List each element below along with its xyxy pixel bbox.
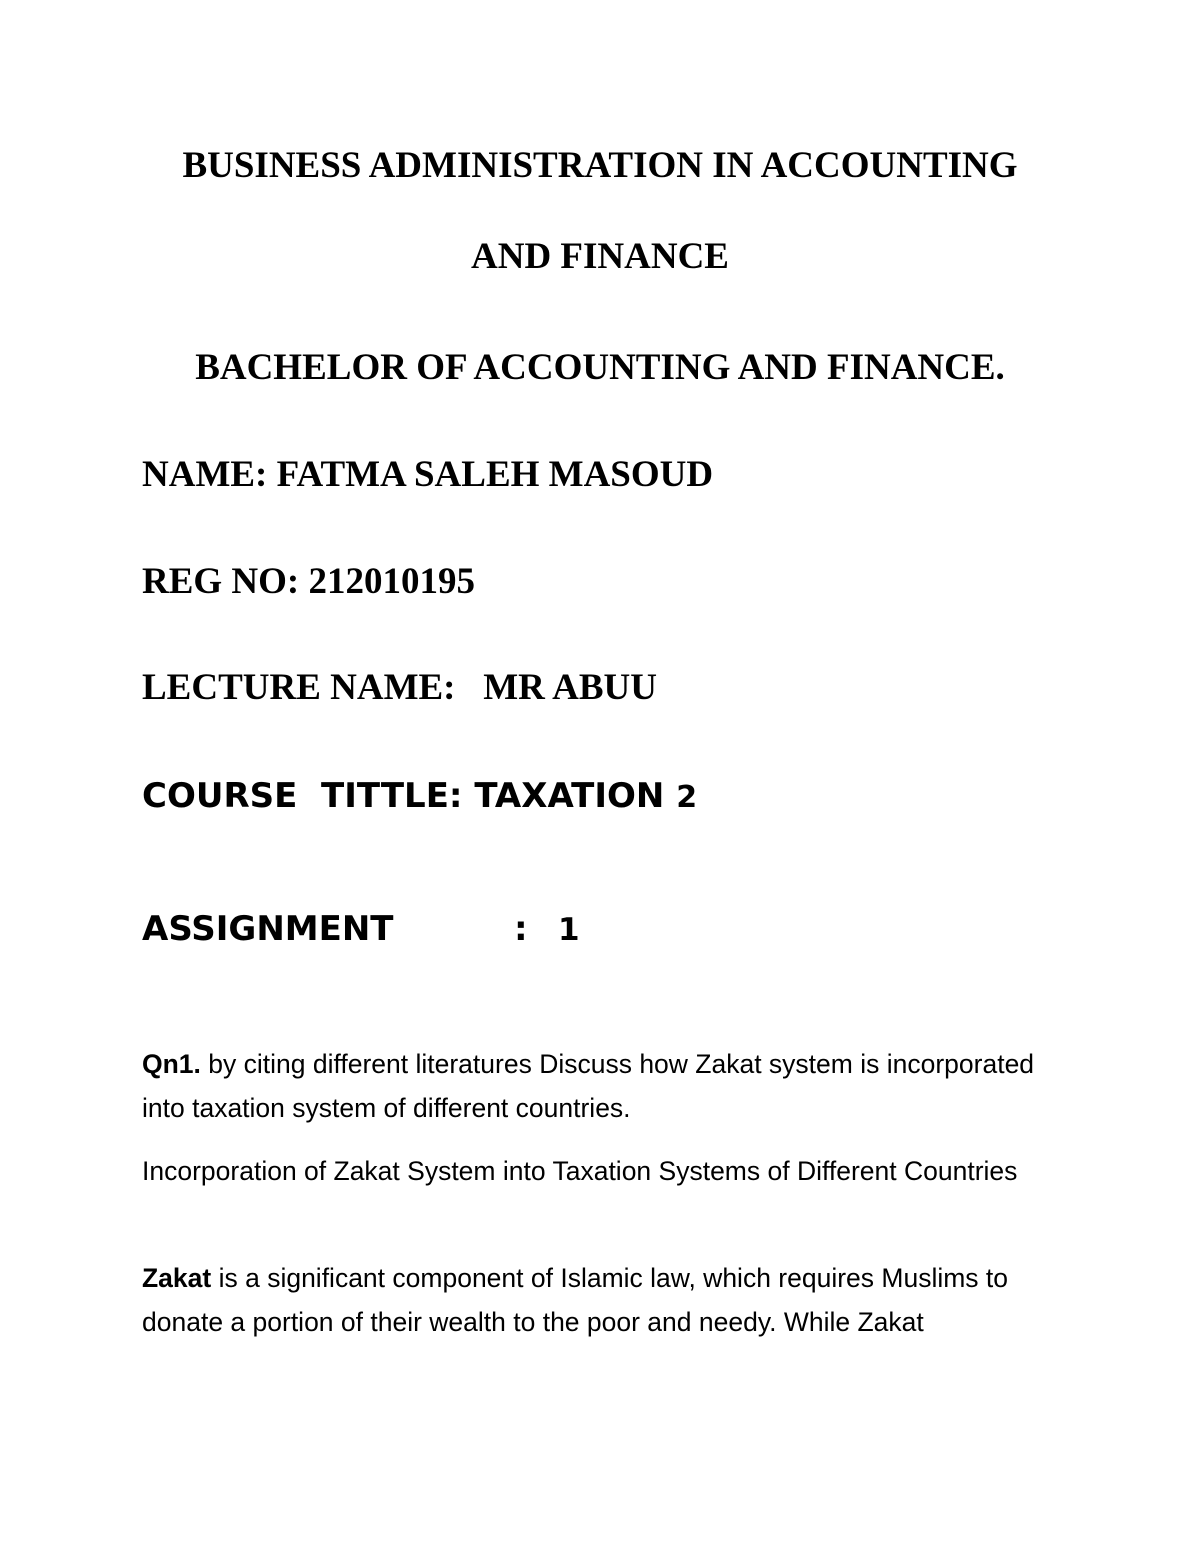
assignment-line — [142, 909, 580, 949]
program-title-line-1: BUSINESS ADMINISTRATION IN ACCOUNTING — [182, 145, 1018, 186]
assignment-colon: : — [514, 909, 528, 949]
intro-term: Zakat — [142, 1263, 212, 1293]
course-value: TAXATION — [474, 776, 665, 816]
student-name-line — [142, 456, 713, 493]
section-title: Incorporation of Zakat System into Taxation Systems of Different Countries — [142, 1156, 1018, 1186]
assignment-number: 1 — [558, 912, 580, 948]
course-label: COURSE TITTLE: — [142, 776, 463, 816]
reg-label: REG NO: — [142, 561, 300, 602]
intro-paragraph — [142, 1256, 1062, 1344]
question-paragraph — [142, 1042, 1062, 1130]
reg-number-line — [142, 563, 475, 600]
degree-title: BACHELOR OF ACCOUNTING AND FINANCE. — [195, 347, 1005, 388]
lecturer-line — [142, 669, 657, 706]
program-title-line-2: AND FINANCE — [471, 236, 729, 277]
course-title-line — [142, 776, 698, 816]
intro-text: is a significant component of Islamic law, which requires Muslims to donate a portion of their wealth to the poor and needy. While Zakat — [142, 1263, 1009, 1337]
question-text: by citing different literatures Discuss how Zakat system is incorporated into taxation system of different countries. — [142, 1049, 1035, 1123]
lecture-value: MR ABUU — [483, 667, 657, 708]
course-number: 2 — [676, 780, 698, 815]
reg-value: 212010195 — [308, 561, 475, 602]
lecture-label: LECTURE NAME: — [142, 667, 456, 708]
assignment-label: ASSIGNMENT — [142, 909, 394, 949]
name-value: FATMA SALEH MASOUD — [276, 454, 714, 495]
name-label: NAME: — [142, 454, 268, 495]
question-prefix: Qn1. — [142, 1049, 201, 1079]
